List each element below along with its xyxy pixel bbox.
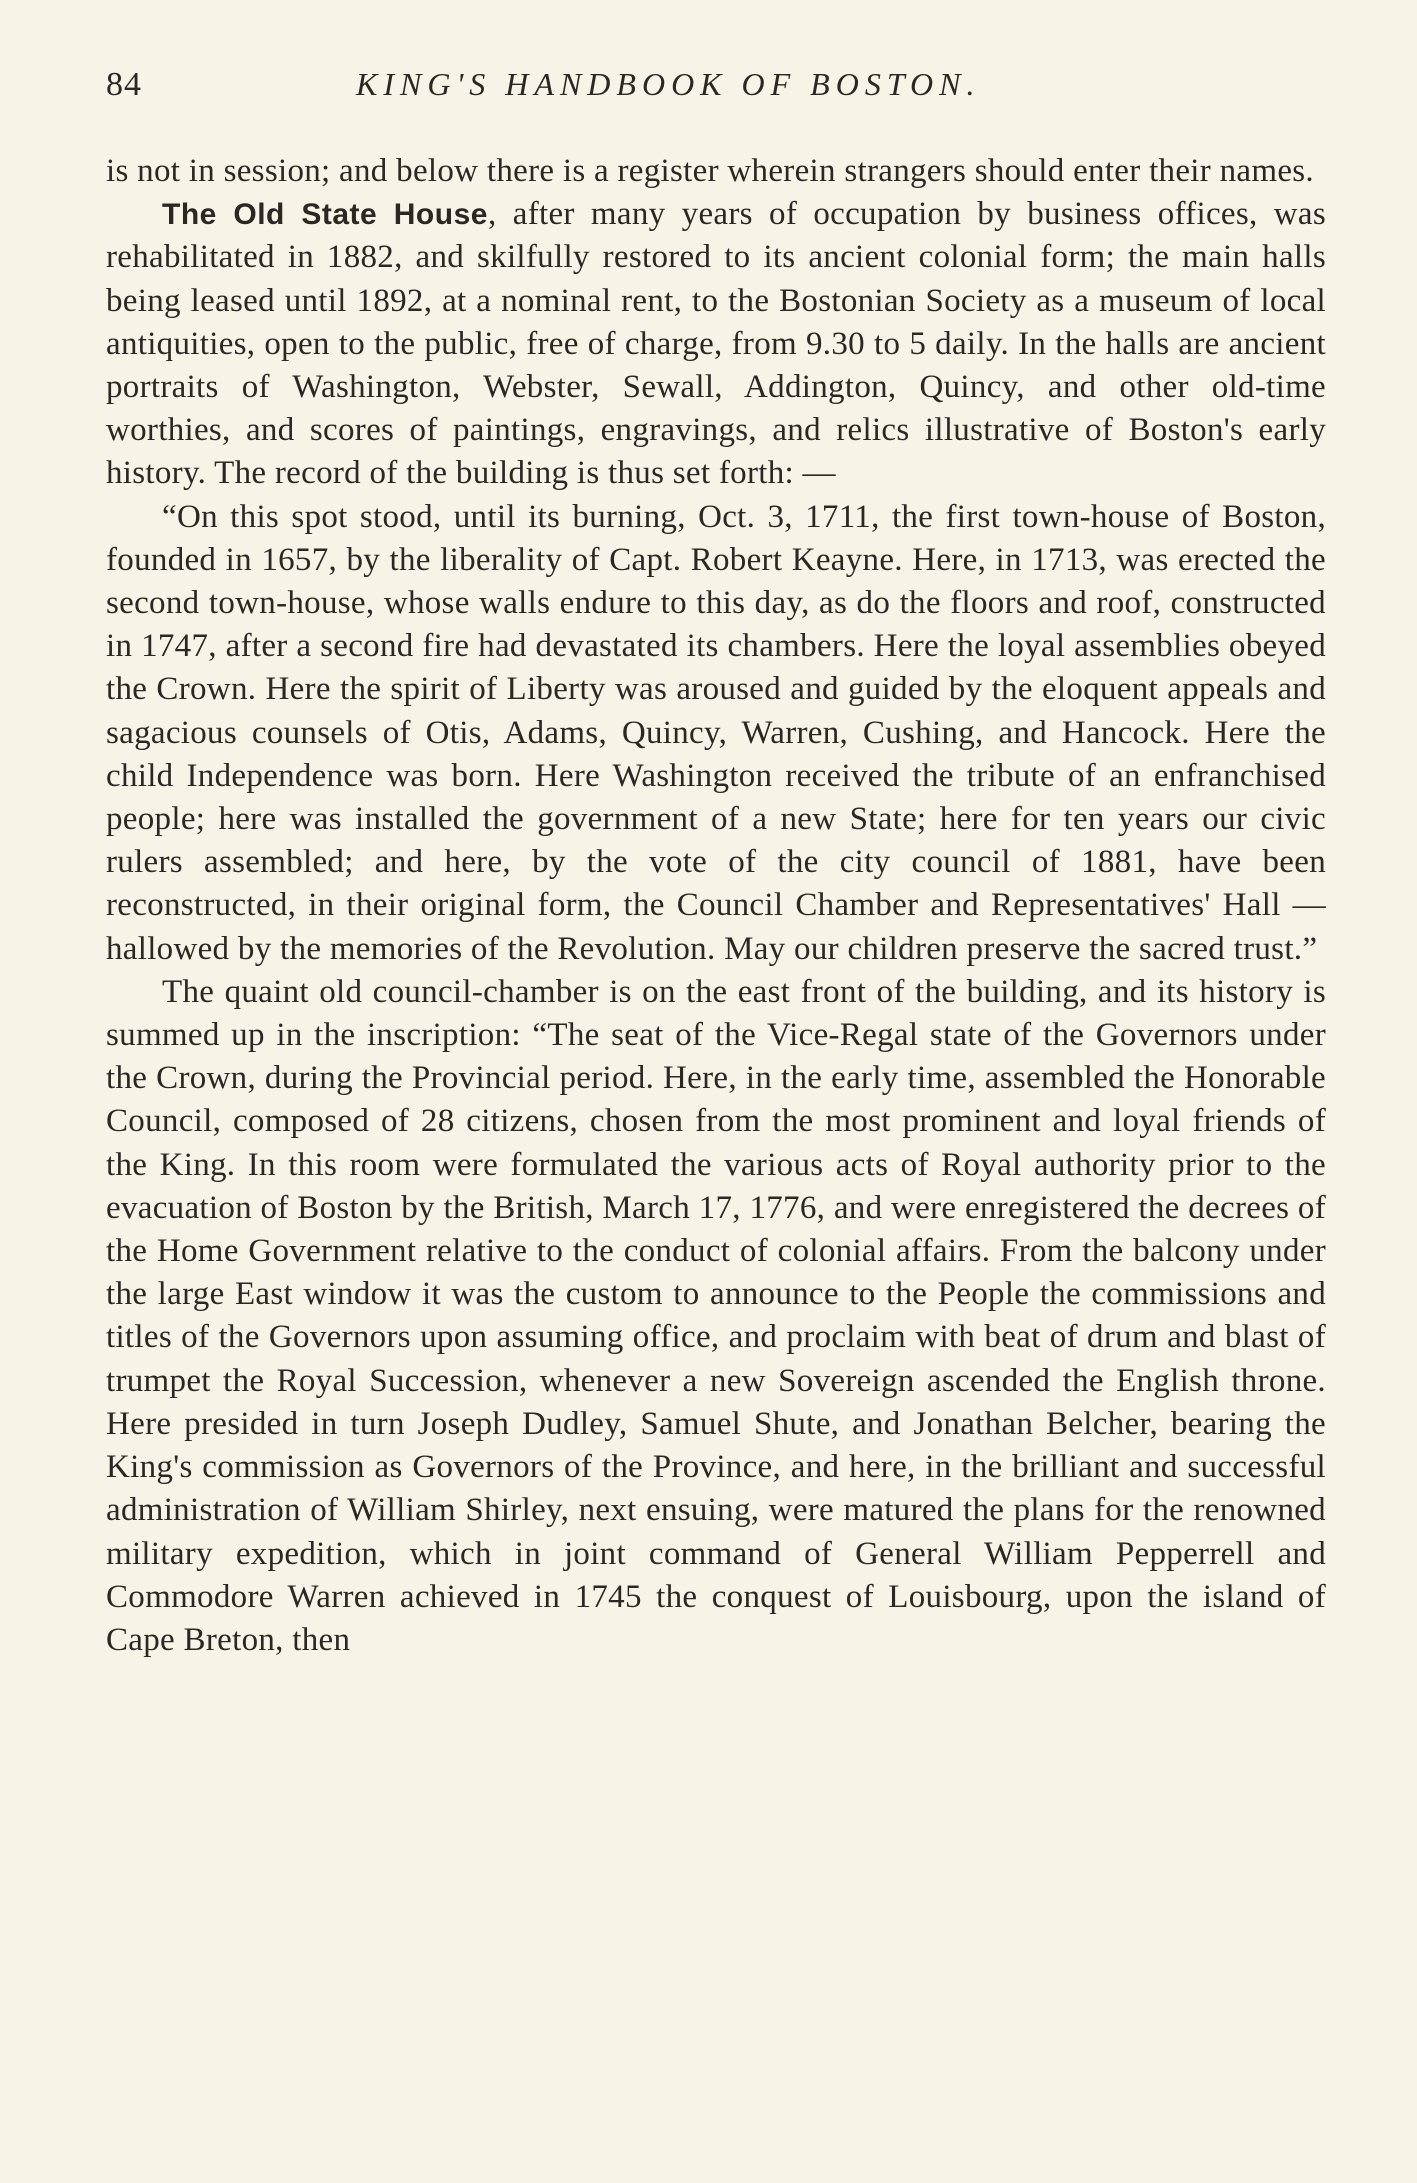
page-number: 84 — [106, 66, 142, 103]
paragraph-lead-in: The Old State House — [162, 198, 488, 232]
body-text — [106, 150, 1326, 1662]
paragraph — [106, 971, 1326, 1662]
running-head: KING'S HANDBOOK OF BOSTON. — [356, 66, 981, 102]
paragraph-text: is not in session; and below there is a register wherein strangers should enter their names. — [106, 153, 1314, 189]
paragraph — [106, 150, 1326, 193]
paragraph — [106, 193, 1326, 495]
page-header — [106, 66, 1326, 116]
paragraph-text: , after many years of occupation by business offices, was rehabilitated in 1882, and skilfully restored to its ancient colonial form; the main halls being leased until 1892, at a nominal rent, to the Bostonian Society as a museum of local antiquities, open to the public, free of charge, from 9.30 to 5 daily. In the halls are ancient portraits of Washington, Webster, Sewall, Addington, Quincy, and other old-time worthies, and scores of paintings, engravings, and relics illustrative of Boston's early history. The record of the building is thus set forth: — — [106, 196, 1326, 492]
paragraph-text: The quaint old council-chamber is on the east front of the building, and its history is summed up in the inscription: “The seat of the Vice-Regal state of the Governors under the Crown, during the Provincial period. Here, in the early time, assembled the Honorable Council, composed of 28 citizens, chosen from the most prominent and loyal friends of the King. In this room were formulated the various acts of Royal authority prior to the evacuation of Boston by the British, March 17, 1776, and were enregistered the decrees of the Home Government relative to the conduct of colonial affairs. From the balcony under the large East window it was the custom to announce to the People the commissions and titles of the Governors upon assuming office, and proclaim with beat of drum and blast of trumpet the Royal Succession, whenever a new Sovereign ascended the English throne. Here presided in turn Joseph Dudley, Samuel Shute, and Jonathan Belcher, bearing the King's commission as Governors of the Province, and here, in the brilliant and successful administration of William Shirley, next ensuing, were matured the plans for the renowned military expedition, which in joint command of General William Pepperrell and Commodore Warren achieved in 1745 the conquest of Louisbourg, upon the island of Cape Breton, then — [106, 973, 1326, 1658]
paragraph-text: “On this spot stood, until its burning, Oct. 3, 1711, the first town-house of Boston, founded in 1657, by the liberality of Capt. Robert Keayne. Here, in 1713, was erected the second town-house, whose walls endure to this day, as do the floors and roof, constructed in 1747, after a second fire had devastated its chambers. Here the loyal assemblies obeyed the Crown. Here the spirit of Liberty was aroused and guided by the eloquent appeals and sagacious counsels of Otis, Adams, Quincy, Warren, Cushing, and Hancock. Here the child Independence was born. Here Washington received the tribute of an enfranchised people; here was installed the government of a new State; here for ten years our civic rulers assembled; and here, by the vote of the city council of 1881, have been reconstructed, in their original form, the Council Chamber and Representatives' Hall — hallowed by the memories of the Revolution. May our children preserve the sacred trust.” — [106, 498, 1326, 967]
paragraph — [106, 496, 1326, 971]
